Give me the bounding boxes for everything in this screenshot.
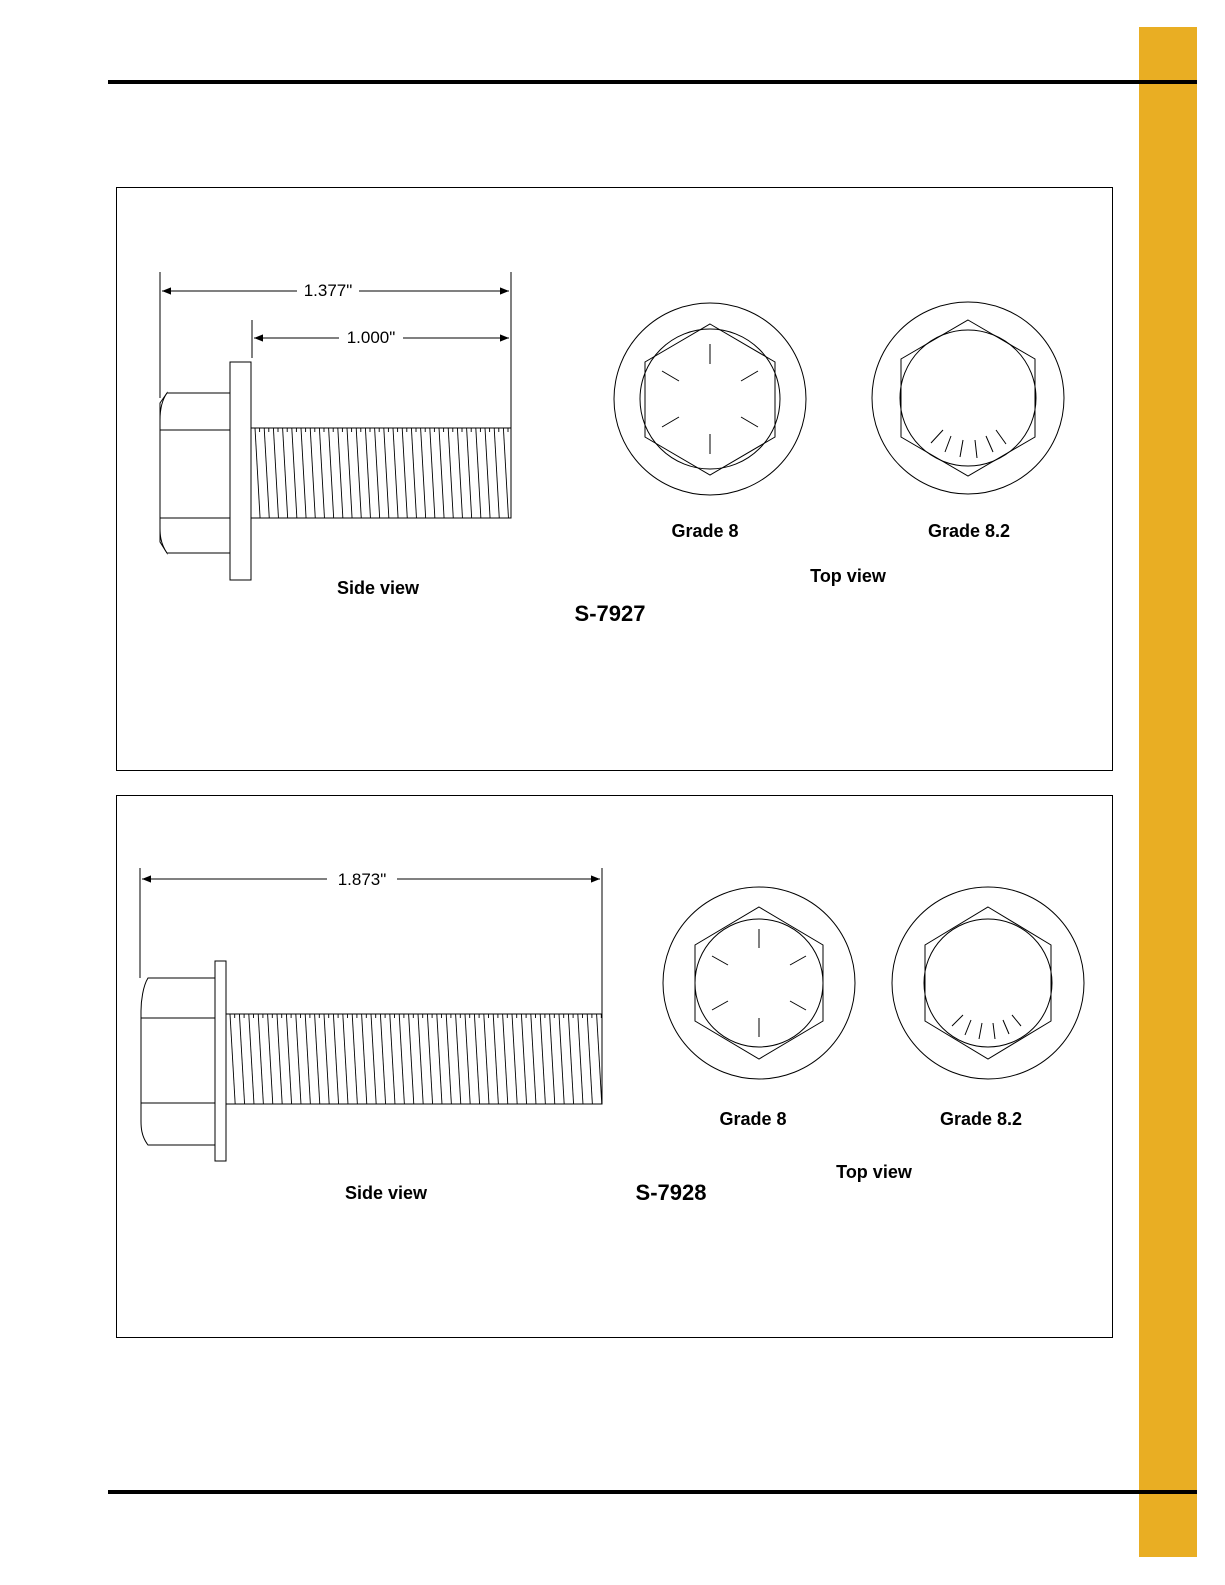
grade-8-top-view: [614, 303, 806, 495]
top-view-label: Top view: [836, 1162, 912, 1182]
dimension-label-thread-length: 1.000": [346, 328, 396, 347]
top-view-label: Top view: [810, 566, 886, 586]
dimension-label-total-length: 1.377": [303, 281, 353, 300]
bolt-drawing-s7928: [117, 796, 1114, 1339]
side-view-label: Side view: [336, 578, 420, 598]
section-tab: [1139, 27, 1197, 1557]
header-rule: [108, 80, 1197, 84]
bolt-side-view: [160, 362, 511, 580]
bolt-side-view: [141, 961, 602, 1161]
grade-8-label: Grade 8: [719, 1109, 787, 1129]
grade-8-2-top-view: [892, 887, 1084, 1079]
footer-rule: [108, 1490, 1197, 1494]
bolt-diagram-s7928: [116, 795, 1113, 1338]
grade-8-top-view: [663, 887, 855, 1079]
side-view-label: Side view: [344, 1183, 428, 1203]
part-number: S-7927: [574, 601, 646, 626]
part-number: S-7928: [635, 1180, 707, 1205]
grade-8-2-label: Grade 8.2: [927, 521, 1011, 541]
grade-8-2-label: Grade 8.2: [939, 1109, 1023, 1129]
bolt-drawing-s7927: [117, 188, 1114, 772]
dimension-label-total-length: 1.873": [337, 870, 387, 889]
grade-8-2-top-view: [872, 302, 1064, 494]
bolt-diagram-s7927: [116, 187, 1113, 771]
grade-8-label: Grade 8: [671, 521, 739, 541]
